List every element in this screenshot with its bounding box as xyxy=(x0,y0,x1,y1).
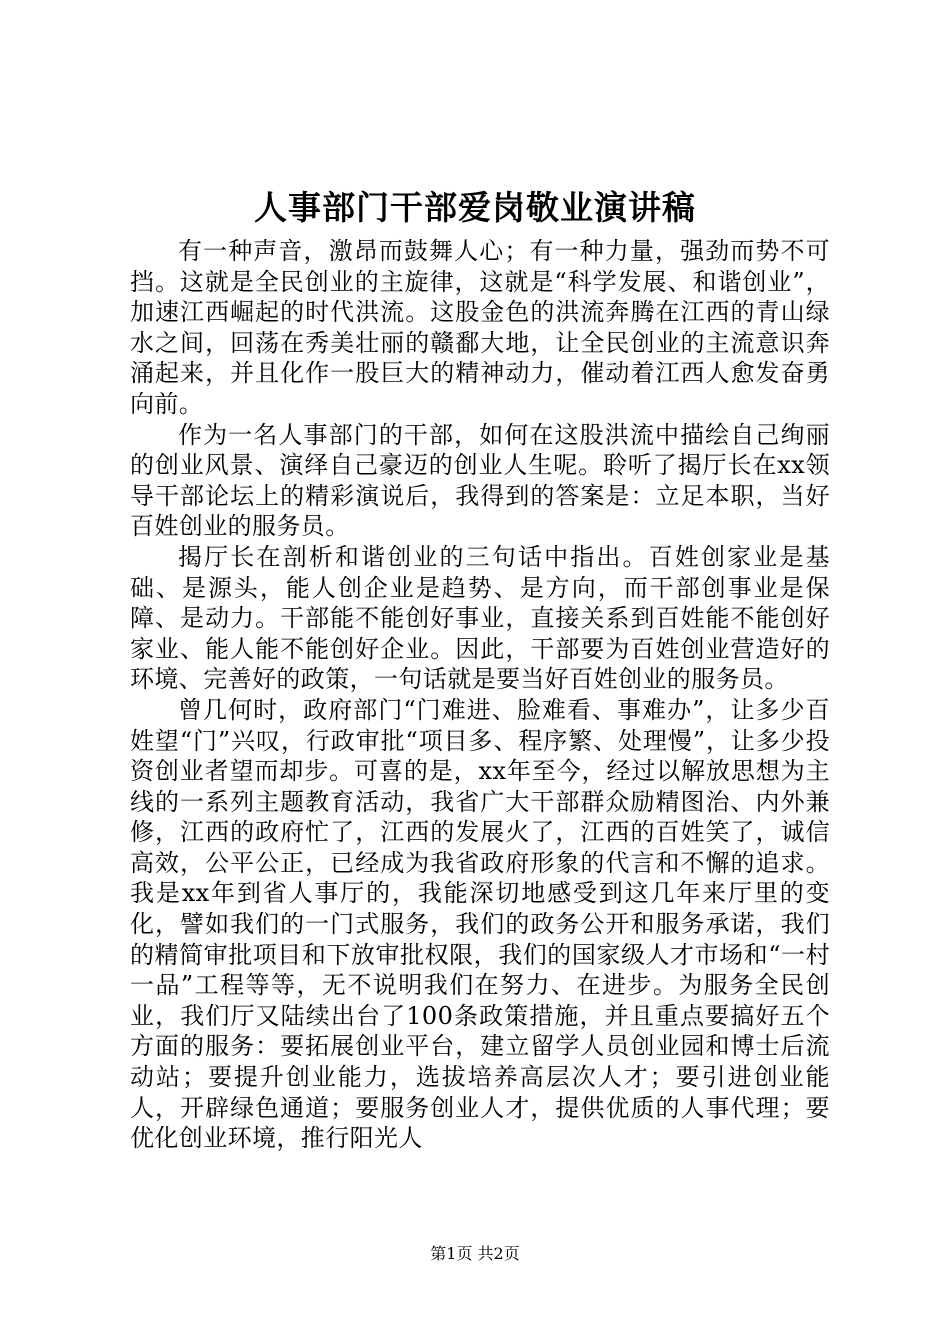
document-body xyxy=(130,236,830,1154)
paragraph-3: 揭厅长在剖析和谐创业的三句话中指出。百姓创家业是基础、是源头，能人创企业是趋势、是方向，而干部创事业是保障、是动力。干部能不能创好事业，直接关系到百姓能不能创好家业、能人能不能创好企业。因此，干部要为百姓创业营造好的环境、完善好的政策，一句话就是要当好百姓创业的服务员。 xyxy=(130,542,830,694)
paragraph-4: 曾几何时，政府部门“门难进、脸难看、事难办”，让多少百姓望“门”兴叹，行政审批“项目多、程序繁、处理慢”，让多少投资创业者望而却步。可喜的是，xx年至今，经过以解放思想为主线的一系列主题教育活动，我省广大干部群众励精图治、内外兼修，江西的政府忙了，江西的发展火了，江西的百姓笑了，诚信高效，公平公正，已经成为我省政府形象的代言和不懈的追求。我是xx年到省人事厅的，我能深切地感受到这几年来厅里的变化，譬如我们的一门式服务，我们的政务公开和服务承诺，我们的精简审批项目和下放审批权限，我们的国家级人才市场和“一村一品”工程等等，无不说明我们在努力、在进步。为服务全民创业，我们厅又陆续出台了100条政策措施，并且重点要搞好五个方面的服务：要拓展创业平台，建立留学人员创业园和博士后流动站；要提升创业能力，选拔培养高层次人才；要引进创业能人，开辟绿色通道；要服务创业人才，提供优质的人事代理；要优化创业环境，推行阳光人 xyxy=(130,695,830,1153)
paragraph-2: 作为一名人事部门的干部，如何在这股洪流中描绘自己绚丽的创业风景、演绎自己豪迈的创业人生呢。聆听了揭厅长在xx领导干部论坛上的精彩演说后，我得到的答案是：立足本职，当好百姓创业的服务员。 xyxy=(130,420,830,541)
page-footer: 第1页 共2页 xyxy=(430,1244,520,1263)
paragraph-1: 有一种声音，激昂而鼓舞人心；有一种力量，强劲而势不可挡。这就是全民创业的主旋律，这就是“科学发展、和谐创业”，加速江西崛起的时代洪流。这股金色的洪流奔腾在江西的青山绿水之间，回荡在秀美壮丽的赣鄱大地，让全民创业的主流意识奔涌起来，并且化作一股巨大的精神动力，催动着江西人愈发奋勇向前。 xyxy=(130,237,830,418)
document-title: 人事部门干部爱岗敬业演讲稿 xyxy=(254,188,696,227)
